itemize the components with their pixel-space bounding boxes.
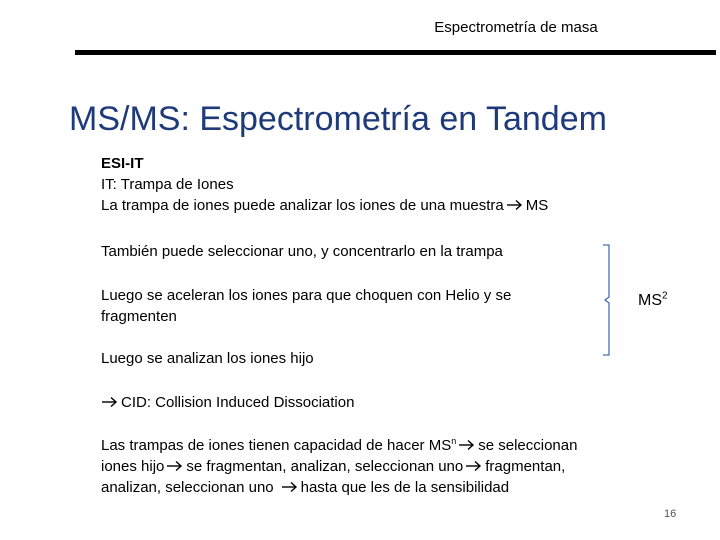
step2-line-1: Luego se aceleran los iones para que choquen con Helio y se <box>101 287 512 304</box>
final-text-1: Las trampas de iones tienen capacidad de hacer MS <box>101 437 452 454</box>
ms2-label-base: MS <box>638 292 662 309</box>
arrow-right-icon <box>101 396 118 408</box>
header-divider <box>75 50 716 55</box>
arrow-right-icon <box>281 481 298 493</box>
intro-line-3 <box>101 195 548 216</box>
step-accelerate-ions <box>101 285 511 327</box>
step2-line-2: fragmenten <box>101 308 177 325</box>
final-superscript-n: n <box>451 436 457 446</box>
final-text-2: se seleccionan <box>478 437 578 454</box>
final-line-1 <box>101 435 577 456</box>
cid-text: CID: Collision Induced Dissociation <box>121 394 355 411</box>
page-number: 16 <box>664 508 677 520</box>
ms2-label-sup: 2 <box>662 290 668 302</box>
header-title-text: Espectrometría de masa <box>434 19 598 36</box>
right-bracket <box>603 244 611 356</box>
arrow-right-icon <box>465 460 482 472</box>
final-text-4: se fragmentan, analizan, seleccionan uno <box>186 458 464 475</box>
arrow-right-icon <box>166 460 183 472</box>
intro-line-2: IT: Trampa de Iones <box>101 176 234 193</box>
final-paragraph <box>101 435 577 498</box>
header-title <box>0 19 720 36</box>
final-text-6: analizan, seleccionan uno <box>101 479 274 496</box>
step-select-ion: También puede seleccionar uno, y concentrarlo en la trampa <box>101 243 503 260</box>
cid-line <box>101 392 354 413</box>
intro-line-1: ESI-IT <box>101 155 144 172</box>
final-text-3: iones hijo <box>101 458 165 475</box>
final-text-5: fragmentan, <box>485 458 566 475</box>
arrow-right-icon <box>458 439 475 451</box>
final-line-2 <box>101 456 577 477</box>
arrow-right-icon <box>506 199 523 211</box>
intro-block <box>101 153 548 216</box>
intro-line-3-text: La trampa de iones puede analizar los iones de una muestra <box>101 197 504 214</box>
slide-title: MS/MS: Espectrometría en Tandem <box>69 100 607 138</box>
ms2-label <box>638 292 668 310</box>
final-text-7: hasta que les de la sensibilidad <box>300 479 510 496</box>
final-line-3 <box>101 477 577 498</box>
intro-line-3-tail: MS <box>525 197 549 214</box>
step-analyze-daughter-ions: Luego se analizan los iones hijo <box>101 350 314 367</box>
